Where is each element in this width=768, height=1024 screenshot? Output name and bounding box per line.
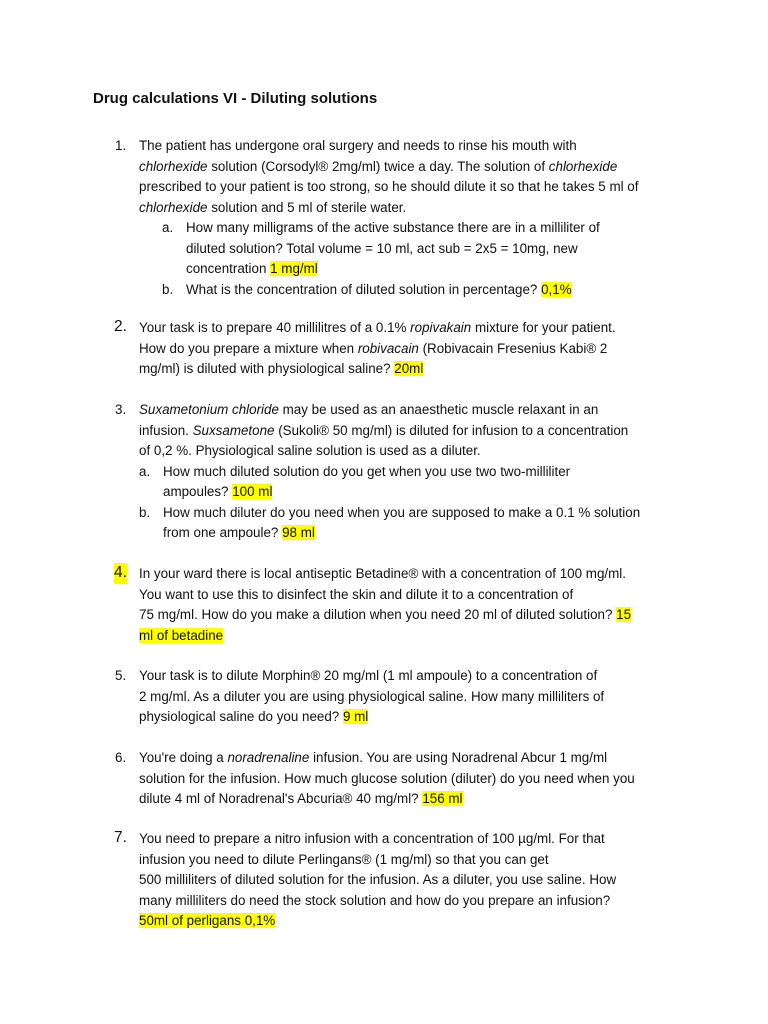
answer-highlight: 1 mg/ml [270,261,318,276]
question-line: 500 milliliters of diluted solution for the infusion. As a diluter, you use saline. How [139,872,617,887]
question-line: 75 mg/ml. How do you make a dilution when you need 20 ml of diluted solution? 15 [139,607,632,622]
question-5 [115,666,687,728]
question-line: How do you prepare a mixture when robivacain (Robivacain Fresenius Kabi® 2 [139,340,608,356]
sub-label: a. [139,463,151,479]
question-line: In your ward there is local antiseptic Betadine® with a concentration of 100 mg/ml. [139,566,626,581]
question-line: You want to use this to disinfect the skin and dilute it to a concentration of [139,586,574,602]
question-line: 2 mg/ml. As a diluter you are using physiological saline. How many milliliters of [139,688,605,704]
question-number: 5. [115,668,127,683]
question-7 [114,829,687,932]
sub-question-a: a. How many milligrams of the active substance there are in a milliliter of diluted solution? Total volume = 10 ml, act sub = 2x5 = 10mg, new concentration 1 mg/ml [162,220,600,276]
question-2 [114,318,687,380]
question-number: 4. [114,563,127,584]
answer-highlight: 50ml of perligans 0,1% [139,913,276,928]
question-line: You're doing a noradrenaline infusion. You are using Noradrenal Abcur 1 mg/ml [139,750,608,765]
answer-highlight: 20ml [394,361,424,376]
question-line: chlorhexide solution (Corsodyl® 2mg/ml) twice a day. The solution of chlorhexide [139,158,618,174]
question-line: infusion you need to dilute Perlingans® (1 mg/ml) so that you can get [139,851,549,867]
question-line: chlorhexide solution and 5 ml of sterile water. [139,199,407,215]
question-4 [114,564,687,646]
question-line: physiological saline do you need? 9 ml [139,709,369,724]
sub-question-b: b. How much diluter do you need when you are supposed to make a 0.1 % solution from one ampoule? 98 ml [139,504,641,540]
question-line [139,911,687,932]
question-line: You need to prepare a nitro infusion with a concentration of 100 µg/ml. For that [139,831,605,846]
question-line: The patient has undergone oral surgery and needs to rinse his mouth with [139,138,577,153]
question-line: of 0,2 %. Physiological saline solution is used as a diluter. [139,443,481,458]
answer-highlight: ml of betadine [139,627,224,643]
question-number: 3. [115,402,127,417]
question-line: dilute 4 ml of Noradrenal's Abcuria® 40 mg/ml? 156 ml [139,791,463,806]
sub-label: b. [162,281,174,297]
answer-highlight: 9 ml [342,709,369,724]
question-number: 2. [114,318,127,335]
sub-label: b. [139,504,151,520]
question-line: infusion. Suxsametone (Sukoli® 50 mg/ml) is diluted for infusion to a concentration [139,422,629,438]
answer-highlight: 156 ml [422,791,463,806]
question-line: prescribed to your patient is too strong, so he should dilute it so that he takes 5 ml of [139,179,639,194]
page-title: Drug calculations VI - Diluting solutions [93,90,378,107]
answer-highlight: 15 [616,607,632,622]
question-number: 7. [114,829,127,846]
answer-highlight: 0,1% [541,281,572,297]
question-line: mg/ml) is diluted with physiological saline? 20ml [139,361,424,376]
sub-question-a: a. How much diluted solution do you get when you use two two-milliliter ampoules? 100 ml [139,463,571,499]
answer-highlight: 98 ml [282,525,315,540]
question-line: Your task is to dilute Morphin® 20 mg/ml (1 ml ampoule) to a concentration of [139,668,598,683]
question-number: 1. [115,138,127,153]
question-line: many milliliters do need the stock solution and how do you prepare an infusion? [139,892,611,908]
question-6 [115,748,687,810]
sub-question-b: b. What is the concentration of diluted solution in percentage? 0,1% [162,280,687,301]
question-number: 6. [115,750,127,765]
question-line [139,626,687,647]
question-line: Suxametonium chloride may be used as an anaesthetic muscle relaxant in an [139,402,599,417]
question-3 [115,400,687,544]
answer-highlight: 100 ml [232,484,273,499]
sub-label: a. [162,220,174,235]
question-line: solution for the infusion. How much glucose solution (diluter) do you need when you [139,770,635,786]
question-line: Your task is to prepare 40 millilitres of a 0.1% ropivakain mixture for your patient. [139,320,616,335]
question-1 [115,136,687,300]
